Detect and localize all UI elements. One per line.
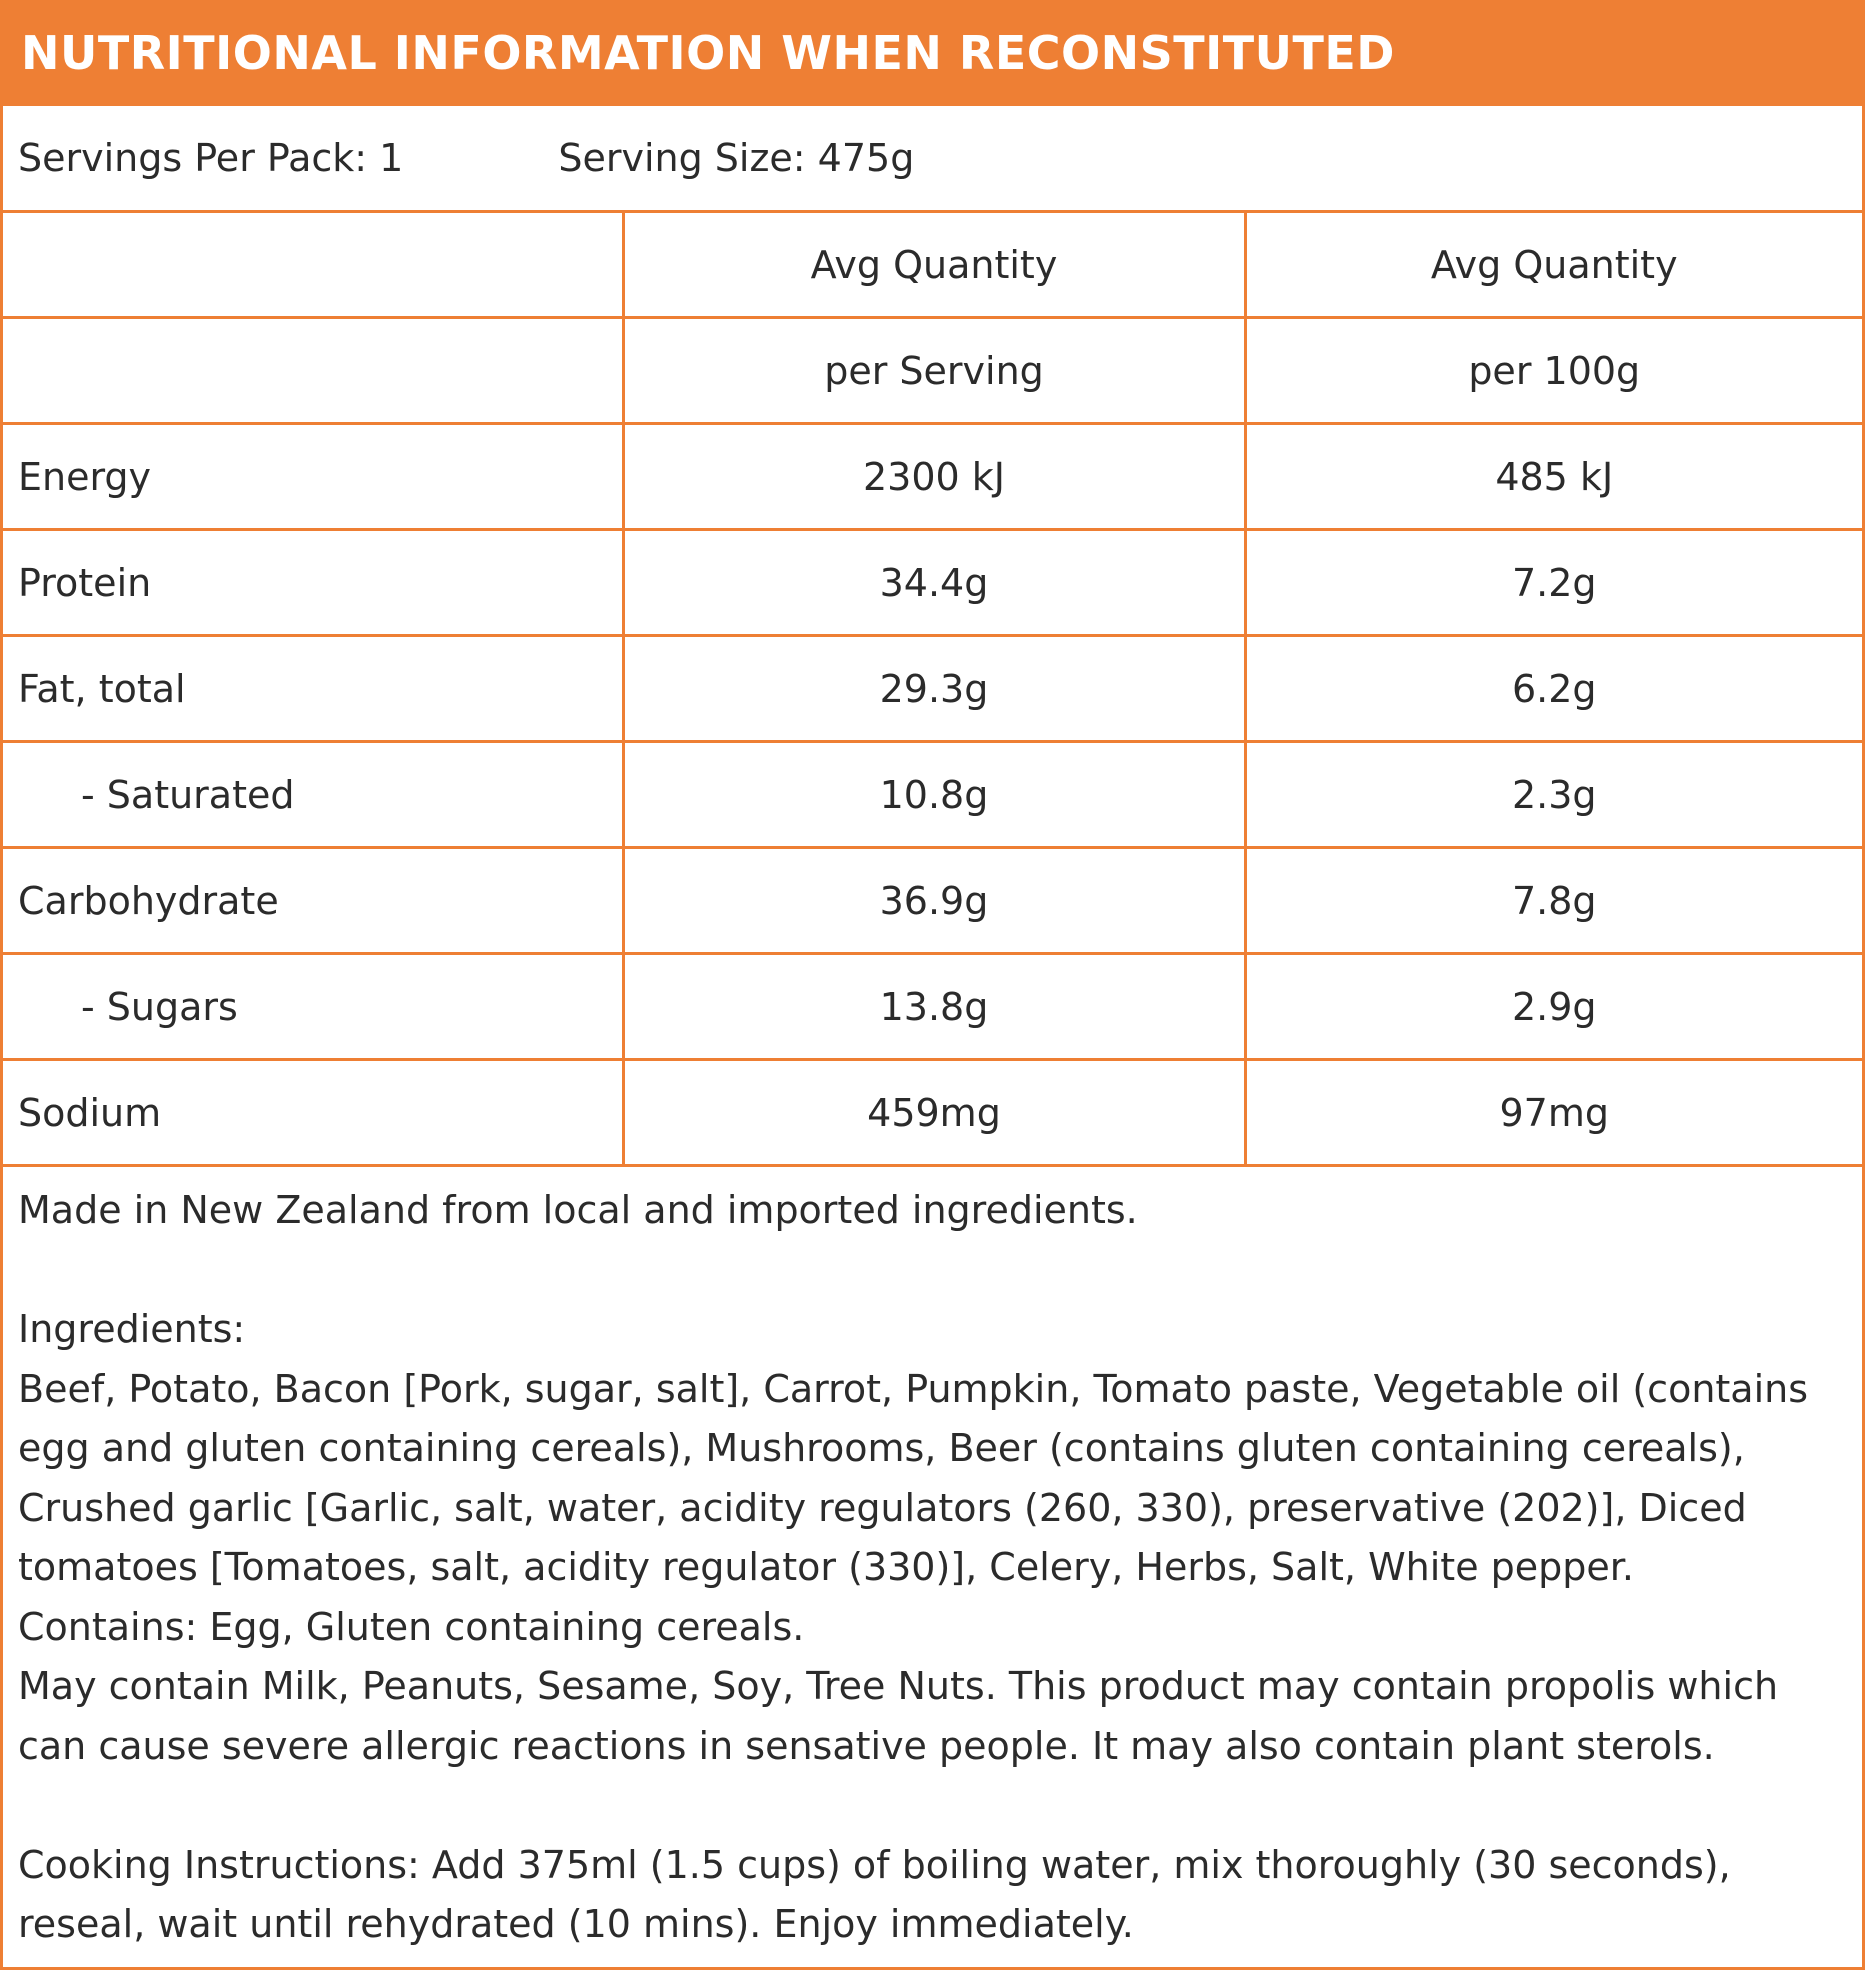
per-serving-value: 459mg (623, 1060, 1245, 1166)
nutrient-label: Sodium (3, 1060, 623, 1166)
header-cell-per-100g: Avg Quantity (1245, 213, 1862, 318)
header-cell-per-serving: Avg Quantity (623, 213, 1245, 318)
nutrient-label: Fat, total (3, 636, 623, 742)
ingredients-heading: Ingredients: (18, 1307, 246, 1351)
per-serving-value: 36.9g (623, 848, 1245, 954)
table-row (3, 636, 1862, 742)
product-notes (3, 1167, 1862, 1955)
per-100g-value: 7.2g (1245, 530, 1862, 636)
spacer (18, 1241, 1847, 1301)
servings-per-pack: Servings Per Pack: 1 (18, 136, 404, 180)
spacer (18, 1776, 1847, 1836)
per-100g-value: 2.3g (1245, 742, 1862, 848)
ingredients-list: Beef, Potato, Bacon [Pork, sugar, salt], Carrot, Pumpkin, Tomato paste, Vegetable oil (contains egg and gluten containing cereals), Mushrooms, Beer (contains gluten containing cereals), Crushed garlic [Garlic, salt, water, acidity regulators (260, 330), preservative (202)], Diced tomatoes [Tomatoes, salt, acidity regulator (330)], Celery, Herbs, Salt, White pepper. (18, 1366, 1809, 1589)
per-serving-value: 34.4g (623, 530, 1245, 636)
per-serving-value: 2300 kJ (623, 424, 1245, 530)
header-cell-empty (3, 318, 623, 424)
table-row (3, 954, 1862, 1060)
header-cell-per-100g: per 100g (1245, 318, 1862, 424)
nutrient-label: Protein (3, 530, 623, 636)
table-row (3, 1060, 1862, 1166)
nutrient-label: - Sugars (3, 954, 623, 1060)
per-serving-value: 10.8g (623, 742, 1245, 848)
per-100g-value: 6.2g (1245, 636, 1862, 742)
nutrition-table (3, 213, 1862, 1167)
panel-title: NUTRITIONAL INFORMATION WHEN RECONSTITUTED (3, 0, 1862, 106)
nutrient-label: Carbohydrate (3, 848, 623, 954)
table-row (3, 742, 1862, 848)
per-100g-value: 485 kJ (1245, 424, 1862, 530)
table-row (3, 848, 1862, 954)
per-100g-value: 2.9g (1245, 954, 1862, 1060)
header-cell-empty (3, 213, 623, 318)
serving-size: Serving Size: 475g (558, 136, 915, 180)
table-header-row (3, 213, 1862, 318)
table-header-row (3, 318, 1862, 424)
table-row (3, 424, 1862, 530)
table-row (3, 530, 1862, 636)
nutrient-label: - Saturated (3, 742, 623, 848)
origin-statement: Made in New Zealand from local and imported ingredients. (18, 1188, 1138, 1232)
per-serving-value: 13.8g (623, 954, 1245, 1060)
per-100g-value: 7.8g (1245, 848, 1862, 954)
allergen-may-contain: May contain Milk, Peanuts, Sesame, Soy, Tree Nuts. This product may contain propolis which can cause severe allergic reactions in sensative people. It may also contain plant sterols. (18, 1664, 1779, 1768)
nutrient-label: Energy (3, 424, 623, 530)
header-cell-per-serving: per Serving (623, 318, 1245, 424)
servings-row (3, 106, 1862, 213)
cooking-instructions: Cooking Instructions: Add 375ml (1.5 cups) of boiling water, mix thoroughly (30 seconds), reseal, wait until rehydrated (10 mins). Enjoy immediately. (18, 1842, 1731, 1946)
allergen-contains: Contains: Egg, Gluten containing cereals. (18, 1604, 805, 1649)
per-100g-value: 97mg (1245, 1060, 1862, 1166)
per-serving-value: 29.3g (623, 636, 1245, 742)
